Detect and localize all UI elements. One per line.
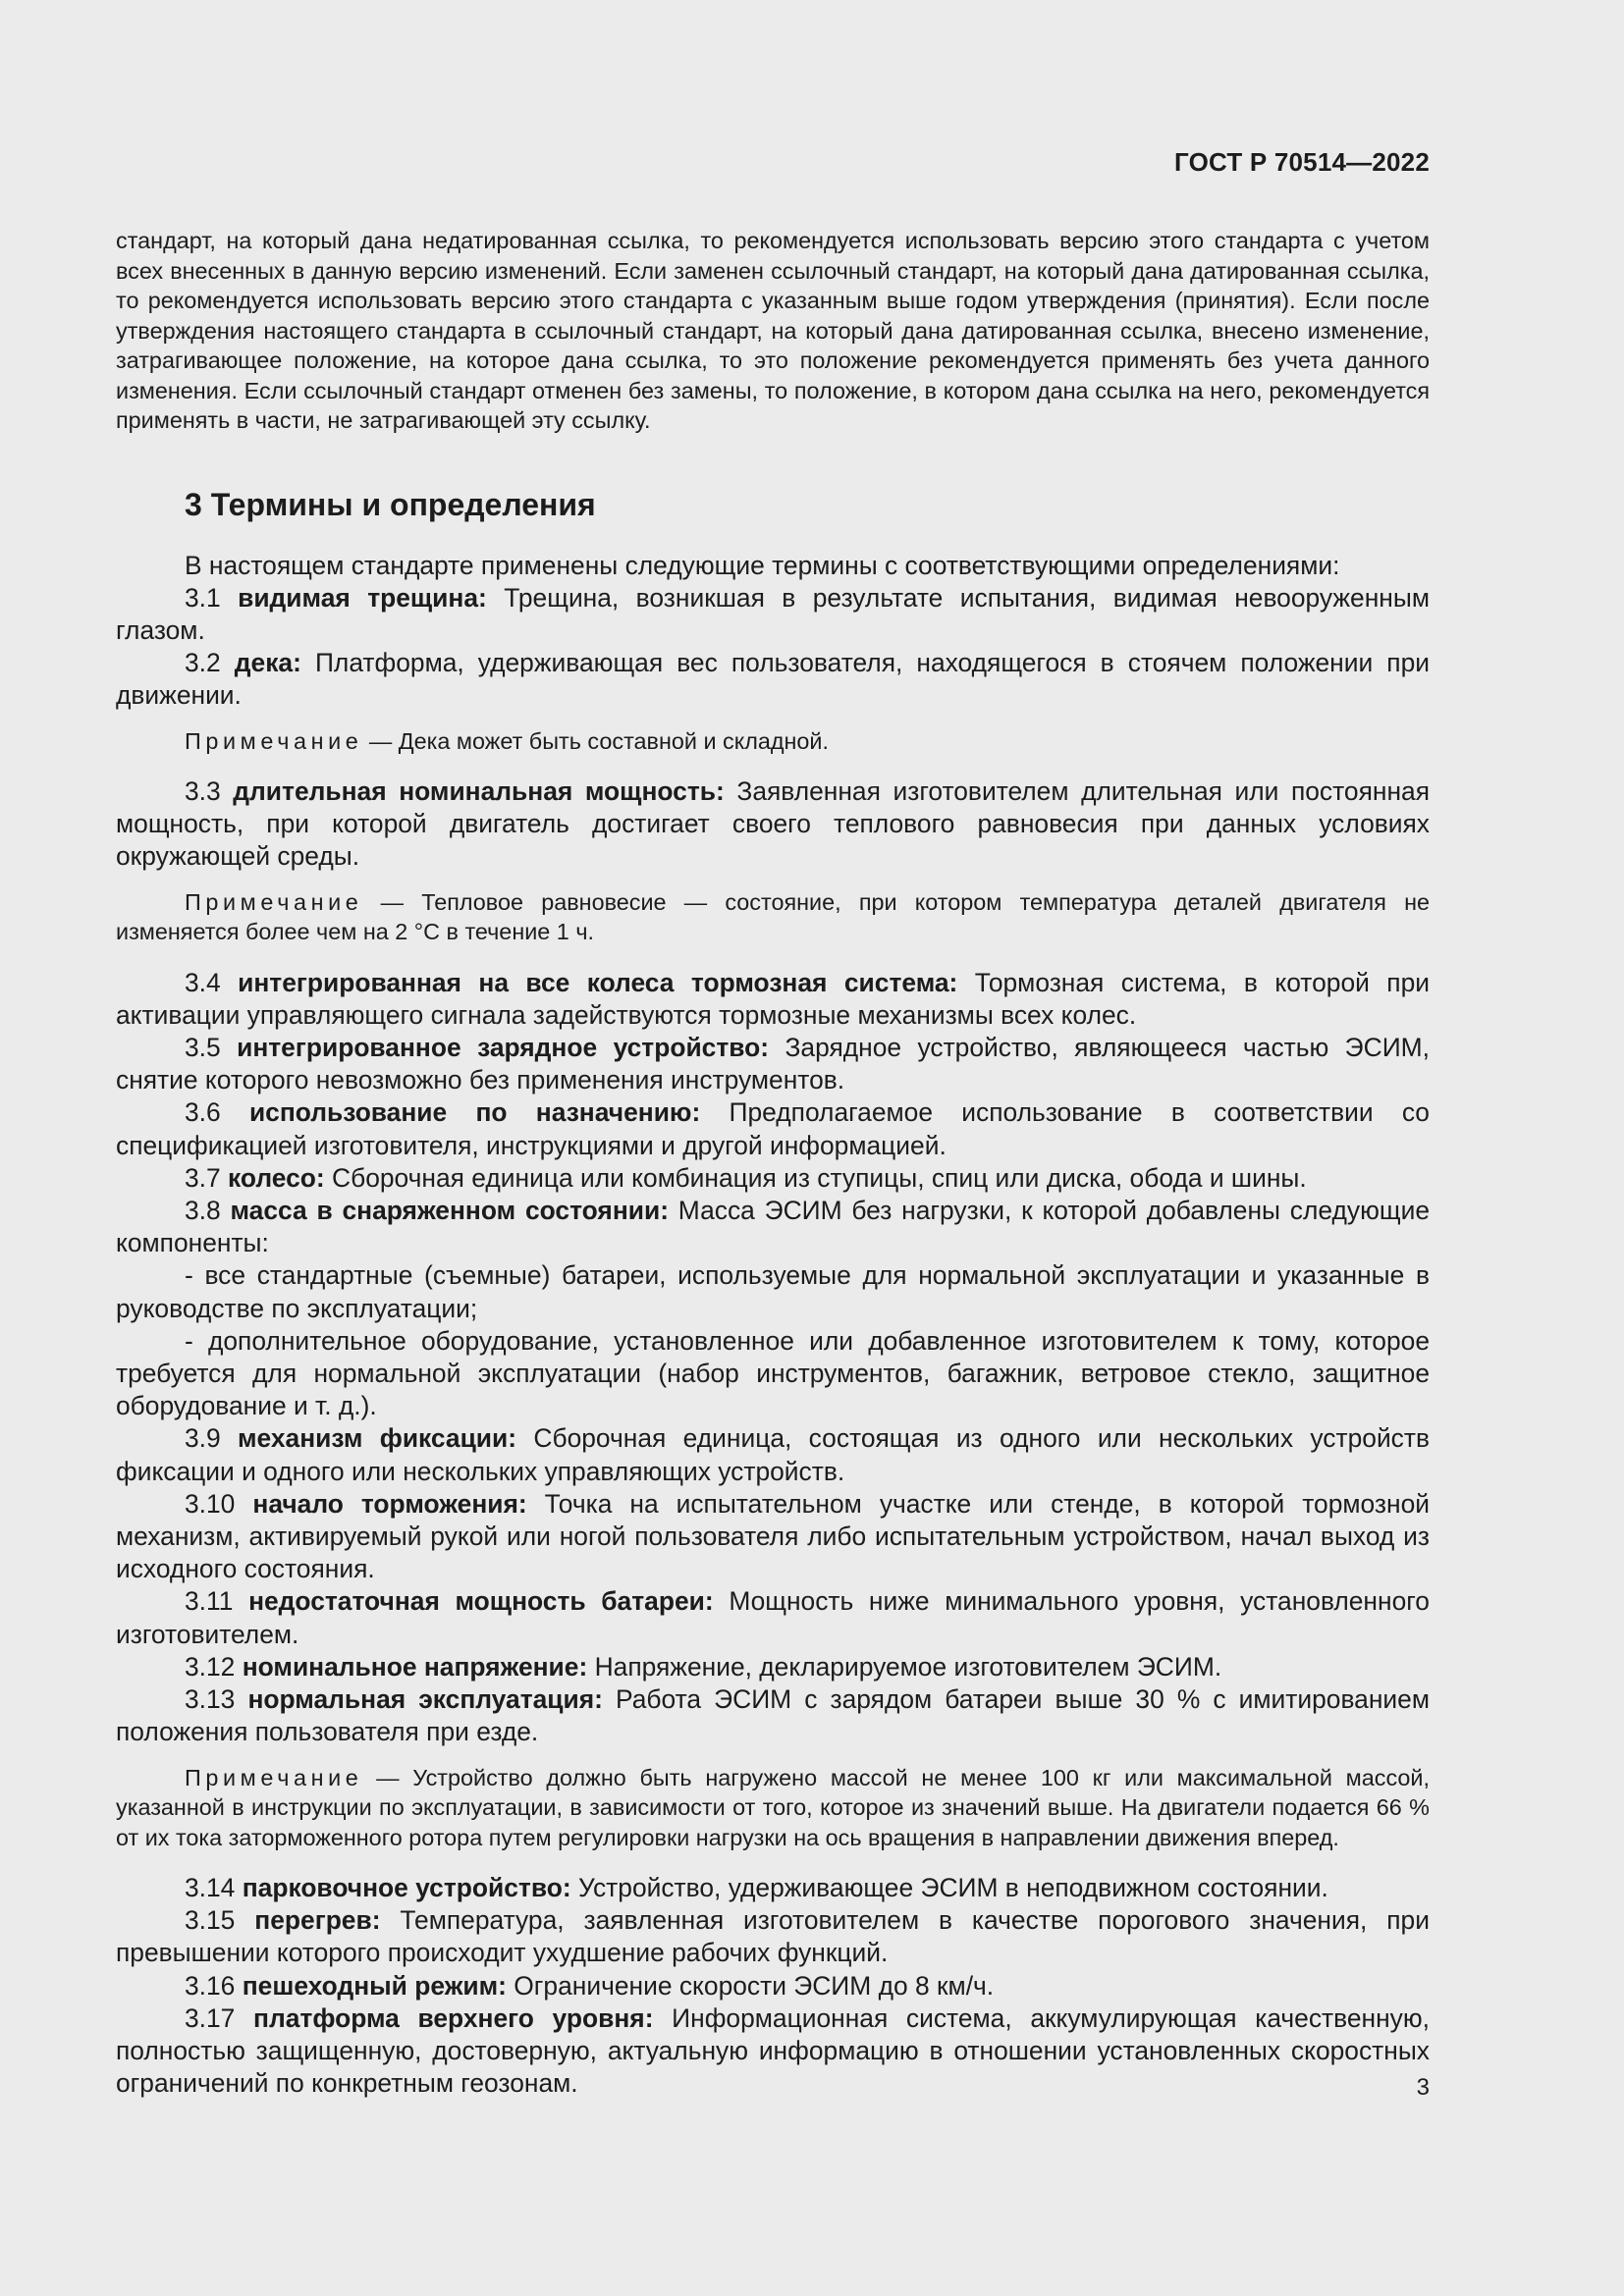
section-lead: В настоящем стандарте применены следующие термины с соответствующими определениями: bbox=[185, 550, 1340, 580]
term-name: длительная номинальная мощность: bbox=[233, 776, 725, 807]
term-3-6: 3.6 использование по назначению: Предполагаемое использование в соответствии со спецификацией изготовителя, инструкциями и другой информацией. bbox=[116, 1097, 1430, 1160]
section-title: 3 Термины и определения bbox=[185, 486, 596, 522]
term-3-17: 3.17 платформа верхнего уровня: Информационная система, аккумулирующая качественную, полностью защищенную, достоверную, актуальную информацию в отношении установленных скоростных ограничений по конкретным геозонам. bbox=[116, 2002, 1430, 2099]
term-name: платформа верхнего уровня: bbox=[253, 2002, 654, 2033]
term-name: парковочное устройство: bbox=[242, 1873, 571, 1902]
term-3-9: 3.9 механизм фиксации: Сборочная единица, состоящая из одного или нескольких устройств фиксации и одного или нескольких управляющих устройств. bbox=[116, 1423, 1430, 1486]
term-3-8: 3.8 масса в снаряженном состоянии: Масса ЭСИМ без нагрузки, к которой добавлены следующие компоненты: bbox=[116, 1196, 1431, 1258]
term-name: недостаточная мощность батареи: bbox=[248, 1586, 714, 1617]
term-3-2: 3.2 дека: Платформа, удерживающая вес пользователя, находящегося в стоячем положении при движении. bbox=[116, 648, 1430, 711]
page-number: 3 bbox=[1416, 2074, 1430, 2101]
term-name: видимая трещина: bbox=[238, 582, 487, 613]
term-3-5: 3.5 интегрированное зарядное устройство: Зарядное устройство, являющееся частью ЭСИМ, снятие которого невозможно без применения инструментов. bbox=[116, 1033, 1430, 1095]
note-3-3: Примечание — Тепловое равновесие — состояние, при котором температура деталей двигателя не изменяется более чем на 2 °C в течение 1 ч. bbox=[116, 888, 1431, 945]
term-name: механизм фиксации: bbox=[238, 1423, 517, 1454]
term-name: интегрированное зарядное устройство: bbox=[237, 1033, 770, 1063]
term-3-4: 3.4 интегрированная на все колеса тормозная система: Тормозная система, в которой при активации управляющего сигнала задействуются тормозные механизмы всех колес. bbox=[116, 967, 1430, 1030]
term-name: начало торможения: bbox=[252, 1488, 527, 1519]
note-label: Примечание bbox=[185, 1764, 363, 1790]
document-header: ГОСТ Р 70514—2022 bbox=[1174, 147, 1430, 177]
note-label: Примечание bbox=[185, 727, 363, 754]
term-3-8-item: - дополнительное оборудование, установленное или добавленное изготовителем к тому, которое требуется для нормальной эксплуатации (набор инструментов, багажник, ветровое стекло, защитное оборудование и т. д.). bbox=[116, 1325, 1430, 1421]
term-name: пешеходный режим: bbox=[242, 1970, 507, 2001]
term-name: интегрированная на все колеса тормозная система: bbox=[238, 967, 958, 997]
term-name: номинальное напряжение: bbox=[242, 1651, 588, 1682]
term-3-7: 3.7 колесо: Сборочная единица или комбинация из ступицы, спиц или диска, обода и шины. bbox=[185, 1162, 1307, 1193]
term-3-15: 3.15 перегрев: Температура, заявленная изготовителем в качестве порогового значения, при превышении которого происходит ухудшение рабочих функций. bbox=[116, 1905, 1430, 1968]
term-name: масса в снаряженном состоянии: bbox=[230, 1196, 669, 1226]
document-body bbox=[116, 226, 1430, 2100]
term-name: нормальная эксплуатация: bbox=[247, 1684, 603, 1715]
note-label: Примечание bbox=[185, 888, 363, 915]
note-3-13: Примечание — Устройство должно быть нагружено массой не менее 100 кг или максимальной массой, указанной в инструкции по эксплуатации, в зависимости от того, которое из значений выше. На двигатели подается 66 % от их тока заторможенного ротора путем регулировки нагрузки на ось вращения в направлении движения вперед. bbox=[116, 1764, 1430, 1850]
term-name: использование по назначению: bbox=[248, 1097, 701, 1128]
term-3-1: 3.1 видимая трещина: Трещина, возникшая в результате испытания, видимая невооруженным глазом. bbox=[116, 582, 1430, 645]
term-name: колесо: bbox=[228, 1162, 325, 1193]
intro-paragraph: стандарт, на который дана недатированная ссылка, то рекомендуется использовать версию этого стандарта с учетом всех внесенных в данную версию изменений. Если заменен ссылочный стандарт, на который дана датированная ссылка, то рекомендуется использовать версию этого стандарта с указанным выше годом утверждения (принятия). Если после утверждения настоящего стандарта в ссылочный стандарт, на который дана датированная ссылка, внесено изменение, затрагивающее положение, на которое дана ссылка, то это положение рекомендуется применять без учета данного изменения. Если ссылочный стандарт отменен без замены, то положение, в котором дана ссылка на него, рекомендуется применять в части, не затрагивающей эту ссылку. bbox=[116, 228, 1430, 433]
term-3-3: 3.3 длительная номинальная мощность: Заявленная изготовителем длительная или постоянная мощность, при которой двигатель достигает своего теплового равновесия при данных условиях окружающей среды. bbox=[116, 776, 1430, 872]
term-3-14: 3.14 парковочное устройство: Устройство, удерживающее ЭСИМ в неподвижном состоянии. bbox=[185, 1873, 1328, 1902]
note-3-2: Примечание — Дека может быть составной и складной. bbox=[185, 727, 830, 754]
term-name: перегрев: bbox=[254, 1905, 381, 1936]
term-3-16: 3.16 пешеходный режим: Ограничение скорости ЭСИМ до 8 км/ч. bbox=[185, 1970, 995, 2001]
term-3-12: 3.12 номинальное напряжение: Напряжение, декларируемое изготовителем ЭСИМ. bbox=[185, 1651, 1222, 1682]
term-3-8-item: - все стандартные (съемные) батареи, используемые для нормальной эксплуатации и указанные в руководстве по эксплуатации; bbox=[116, 1260, 1430, 1323]
term-name: дека: bbox=[234, 648, 301, 678]
term-3-10: 3.10 начало торможения: Точка на испытательном участке или стенде, в которой тормозной механизм, активируемый рукой или ногой пользователя либо испытательным устройством, начал выход из исходного состояния. bbox=[116, 1488, 1430, 1584]
term-3-13: 3.13 нормальная эксплуатация: Работа ЭСИМ с зарядом батареи выше 30 % с имитированием положения пользователя при езде. bbox=[116, 1684, 1430, 1747]
term-3-11: 3.11 недостаточная мощность батареи: Мощность ниже минимального уровня, установленного изготовителем. bbox=[116, 1586, 1430, 1649]
